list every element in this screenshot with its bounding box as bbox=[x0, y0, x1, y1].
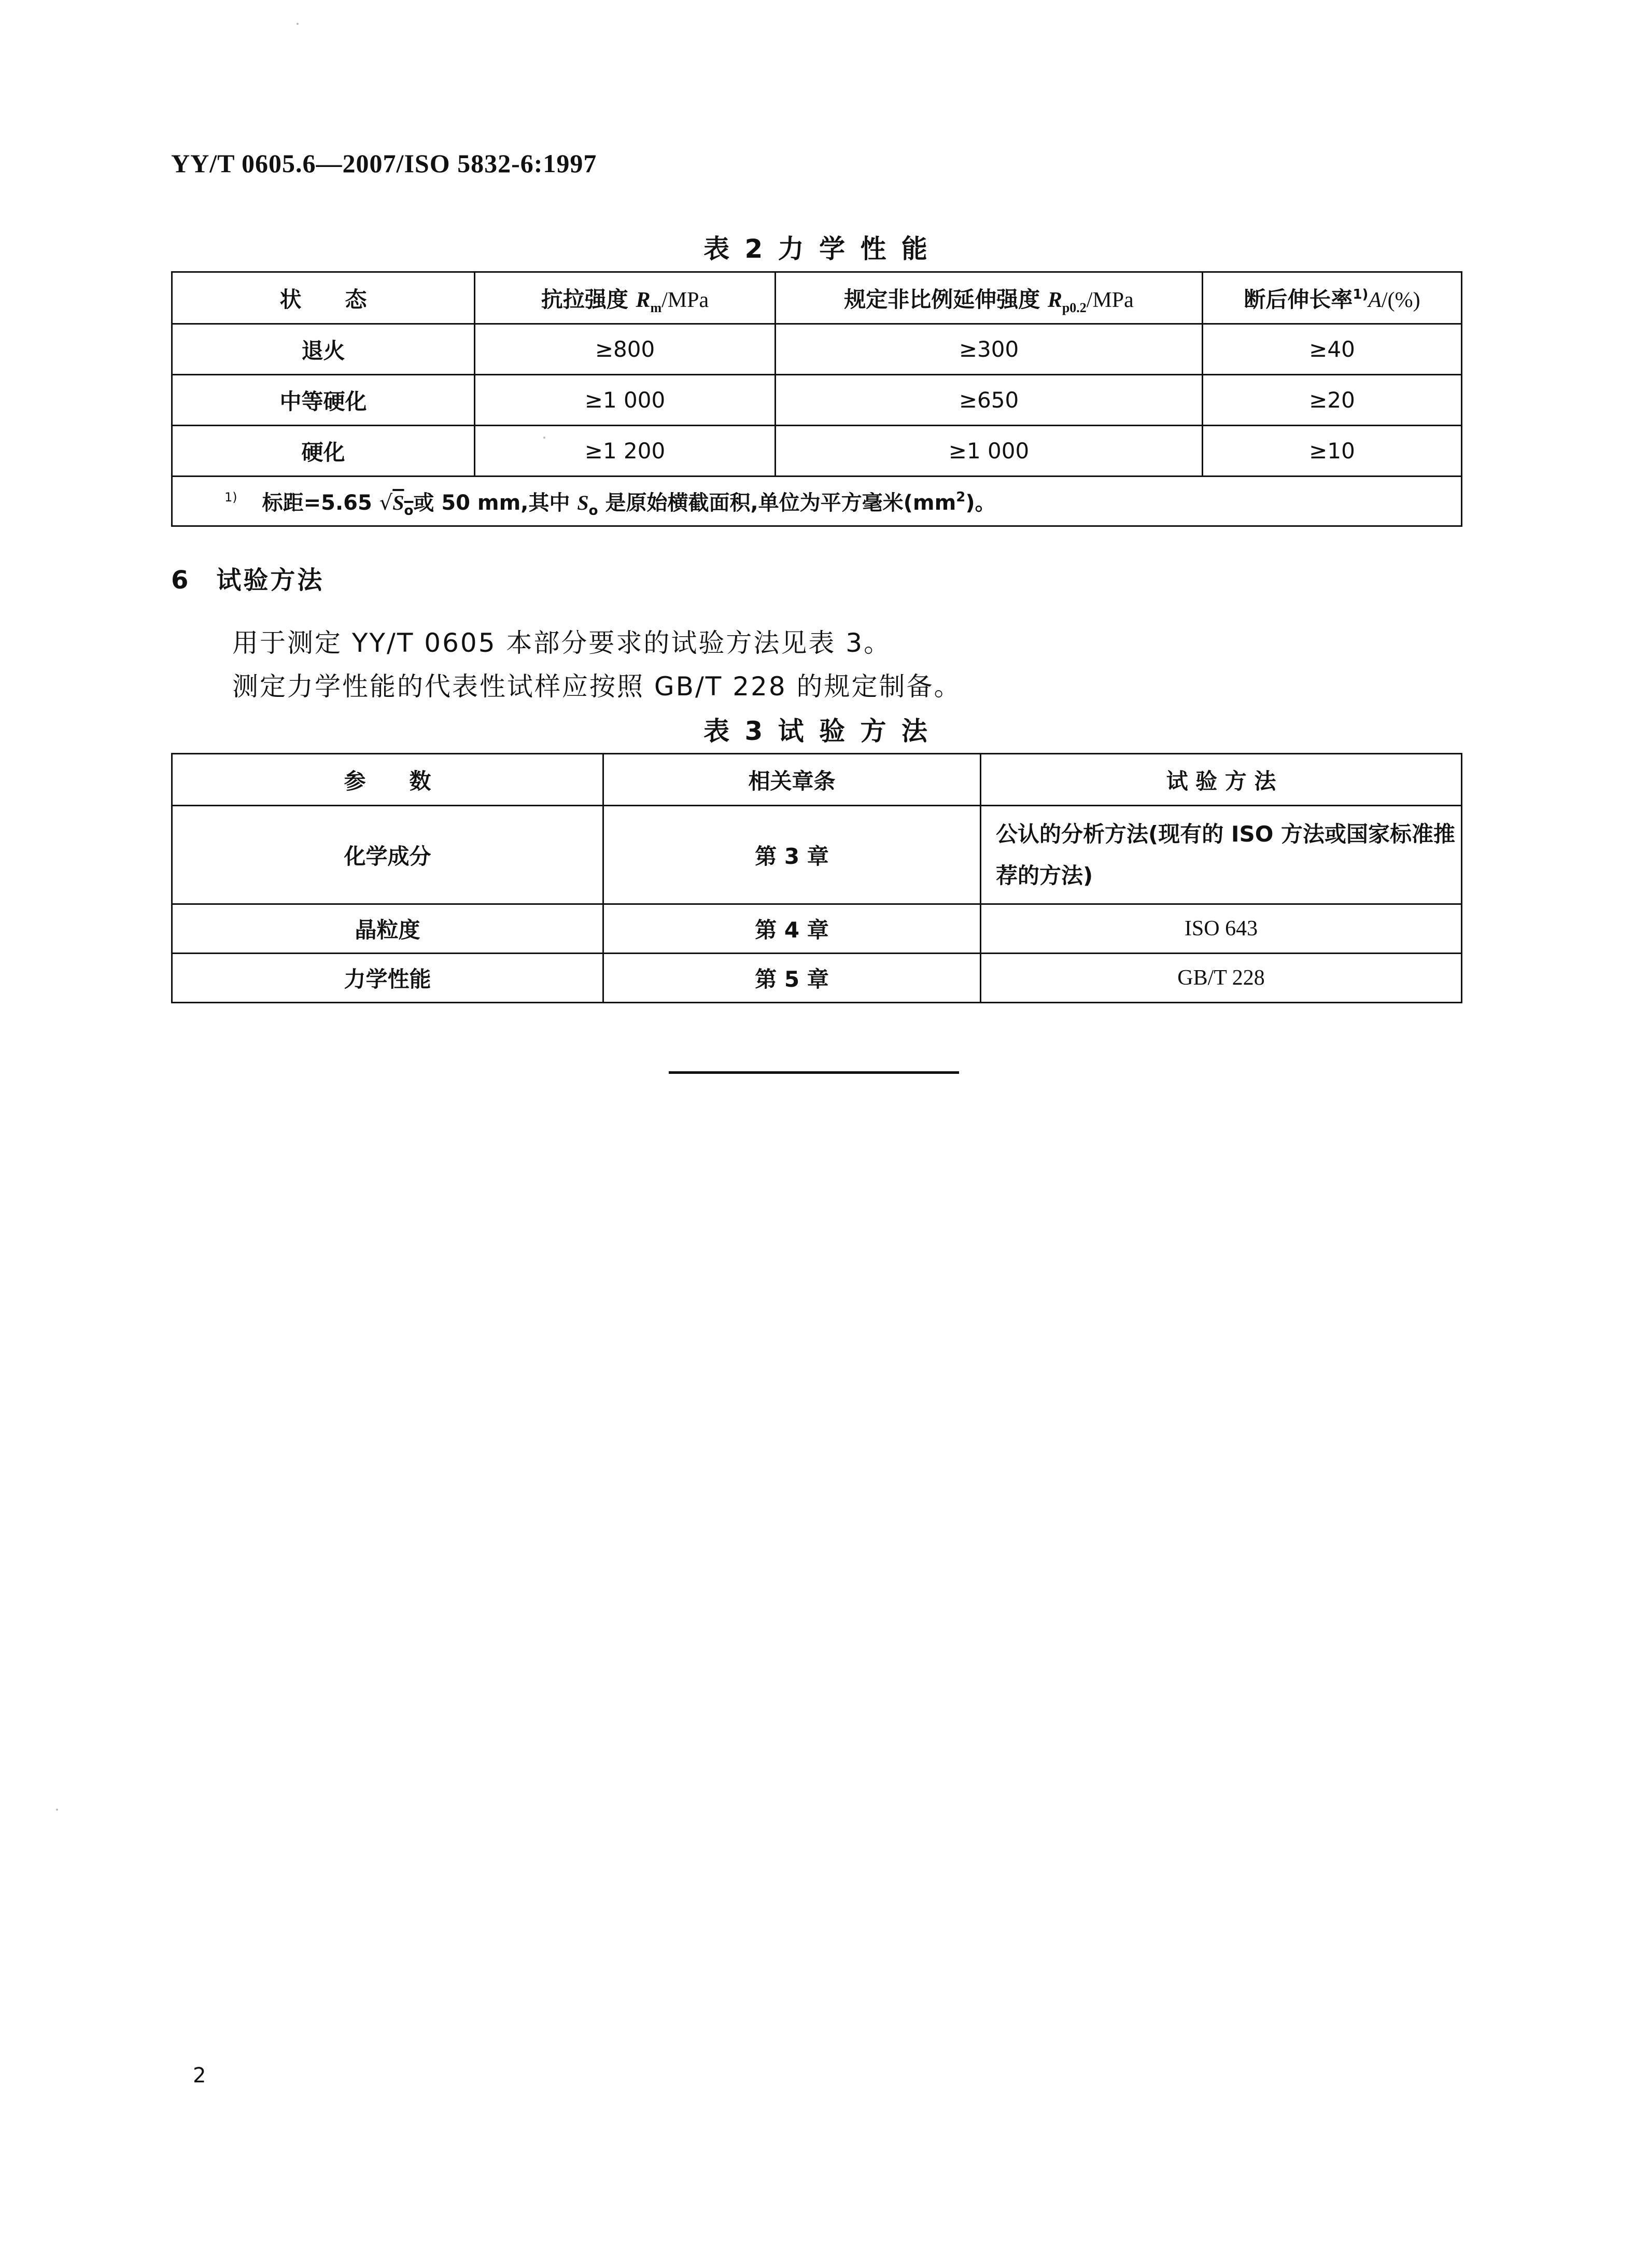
header-param: 参 数 bbox=[172, 754, 603, 806]
cell-elongation: ≥20 bbox=[1203, 375, 1462, 426]
cell-proof: ≥300 bbox=[776, 324, 1203, 375]
cell-state: 退火 bbox=[172, 324, 475, 375]
cell-tensile: ≥1 200 bbox=[475, 426, 776, 477]
paragraph: 用于测定 YY/T 0605 本部分要求的试验方法见表 3。 bbox=[232, 628, 892, 658]
cell-clause: 第 3 章 bbox=[603, 806, 981, 904]
cell-param: 晶粒度 bbox=[172, 904, 603, 954]
cell-state: 中等硬化 bbox=[172, 375, 475, 426]
table3-caption: 表 3 试 验 方 法 bbox=[703, 716, 931, 746]
header-proof-strength: 规定非比例延伸强度 $R_{p0.2}$/MPa bbox=[776, 272, 1203, 324]
table-row bbox=[172, 806, 1462, 904]
cell-tensile: ≥800 bbox=[475, 324, 776, 375]
scan-speck bbox=[297, 23, 299, 25]
table-row bbox=[172, 324, 1462, 375]
standard-code: YY/T 0605.6—2007/ISO 5832-6:1997 bbox=[171, 149, 597, 178]
table-header-row bbox=[172, 272, 1462, 324]
mechanical-properties-table bbox=[171, 271, 1462, 527]
cell-proof: ≥1 000 bbox=[776, 426, 1203, 477]
table-row bbox=[172, 954, 1462, 1003]
cell-clause: 第 4 章 bbox=[603, 904, 981, 954]
table-footnote: $^{1)}$ 标距=5.65 $√S_o$或 50 mm,其中 $S_o$ 是原始横截面积,单位为平方毫米$(mm^2)$。 bbox=[172, 477, 1462, 526]
header-clause: 相关章条 bbox=[603, 754, 981, 806]
test-methods-table bbox=[171, 753, 1462, 1003]
header-elongation: 断后伸长率$^{1)}$A/(%) bbox=[1203, 272, 1462, 324]
header-method: 试 验 方 法 bbox=[981, 754, 1462, 806]
cell-method: ISO 643 bbox=[981, 904, 1462, 954]
cell-state: 硬化 bbox=[172, 426, 475, 477]
cell-elongation: ≥40 bbox=[1203, 324, 1462, 375]
table-header-row bbox=[172, 754, 1462, 806]
cell-tensile: ≥1 000 bbox=[475, 375, 776, 426]
cell-elongation: ≥10 bbox=[1203, 426, 1462, 477]
scan-speck bbox=[56, 1809, 58, 1811]
table-row bbox=[172, 375, 1462, 426]
header-tensile: 抗拉强度 $R_m$/MPa bbox=[475, 272, 776, 324]
cell-method: GB/T 228 bbox=[981, 954, 1462, 1003]
end-rule bbox=[669, 1071, 959, 1074]
cell-param: 化学成分 bbox=[172, 806, 603, 904]
section-heading: 6 试验方法 bbox=[171, 566, 325, 595]
cell-param: 力学性能 bbox=[172, 954, 603, 1003]
table-row bbox=[172, 904, 1462, 954]
paragraph: 测定力学性能的代表性试样应按照 GB/T 228 的规定制备。 bbox=[232, 671, 962, 702]
table2-caption: 表 2 力 学 性 能 bbox=[703, 234, 931, 264]
cell-proof: ≥650 bbox=[776, 375, 1203, 426]
table-row bbox=[172, 426, 1462, 477]
cell-clause: 第 5 章 bbox=[603, 954, 981, 1003]
header-state: 状 态 bbox=[172, 272, 475, 324]
page-number: 2 bbox=[193, 2064, 206, 2088]
table-footnote-row bbox=[172, 477, 1462, 526]
cell-method: 公认的分析方法(现有的 ISO 方法或国家标准推荐的方法) bbox=[981, 806, 1462, 904]
